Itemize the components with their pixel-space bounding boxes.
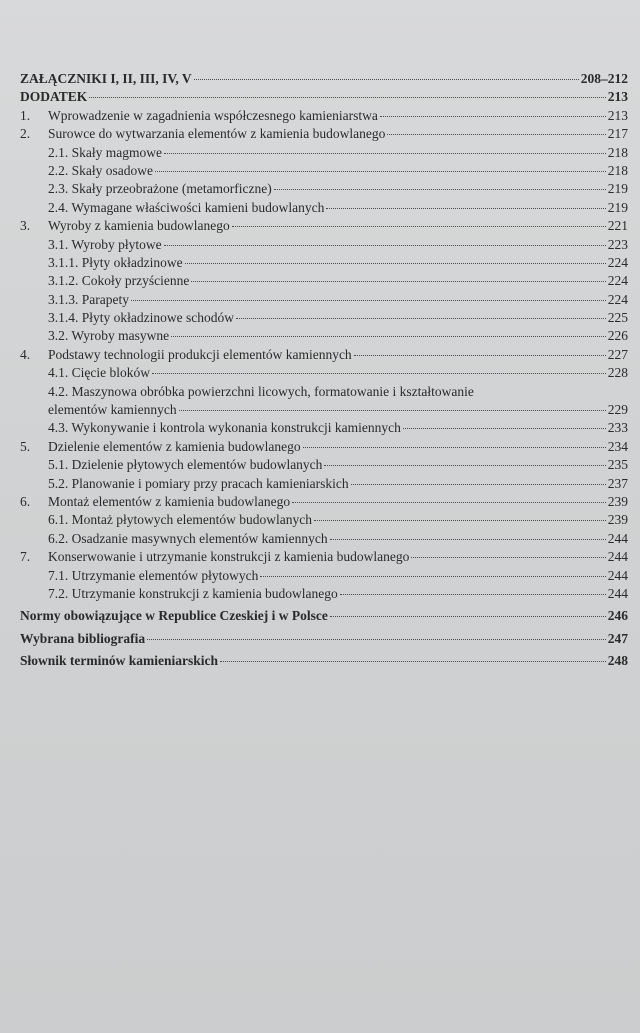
toc-entry-title: Surowce do wytwarzania elementów z kamienia budowlanego <box>48 126 386 142</box>
toc-entry-number: 6. <box>20 493 31 509</box>
toc-subentry-page: 218 <box>607 162 628 178</box>
toc-subentry-page: 218 <box>607 144 628 160</box>
toc-subentry <box>20 254 628 272</box>
toc-subentry-title: 3.1.4. Płyty okładzinowe schodów <box>48 310 234 326</box>
toc-dodatek-title: DODATEK <box>20 89 88 105</box>
toc-entry-page: 217 <box>607 126 628 142</box>
toc-entry-page: 239 <box>607 493 628 509</box>
dot-leader <box>131 300 606 301</box>
toc-subentry <box>20 144 628 162</box>
toc-entry <box>20 107 628 125</box>
dot-leader <box>164 245 606 246</box>
toc-subentry-page: 244 <box>607 585 628 601</box>
toc-back-matter-title: Normy obowiązujące w Republice Czeskiej i w Polsce <box>20 608 328 624</box>
toc-subentry-page: 224 <box>607 273 628 289</box>
toc-subentry-page: 244 <box>607 530 628 546</box>
toc-entry <box>20 493 628 511</box>
toc-entry-title: Montaż elementów z kamienia budowlanego <box>48 493 291 509</box>
toc-subentry <box>20 327 628 345</box>
toc-subentry-title: 3.2. Wyroby masywne <box>48 328 170 344</box>
dot-leader <box>194 79 579 80</box>
toc-subentry-page: 244 <box>607 567 628 583</box>
toc-dodatek-page: 213 <box>607 89 628 105</box>
toc-back-matter <box>20 607 628 625</box>
toc-subentry <box>20 419 628 437</box>
dot-leader <box>179 410 606 411</box>
dot-leader <box>354 355 606 356</box>
toc-subentry <box>20 309 628 327</box>
toc-subentry-title: 6.1. Montaż płytowych elementów budowlanych <box>48 512 312 528</box>
toc-subentry <box>20 567 628 585</box>
toc-subentry-page: 239 <box>607 512 628 528</box>
toc-entry-page: 234 <box>607 438 628 454</box>
dot-leader <box>387 134 605 135</box>
toc-subentry-title: 6.2. Osadzanie masywnych elementów kamiennych <box>48 530 328 546</box>
toc-subentry <box>20 511 628 529</box>
toc-subentry-title: 5.1. Dzielenie płytowych elementów budowlanych <box>48 457 323 473</box>
toc-entry-page: 213 <box>607 107 628 123</box>
dot-leader <box>274 189 606 190</box>
toc-entry <box>20 438 628 456</box>
toc-dodatek <box>20 88 628 106</box>
toc-subentry-page: 219 <box>607 199 628 215</box>
toc-subentry-page: 229 <box>607 402 628 418</box>
toc-entry-title: Konserwowanie i utrzymanie konstrukcji z kamienia budowlanego <box>48 549 410 565</box>
toc-subentry-page: 224 <box>607 291 628 307</box>
toc-subentry <box>20 456 628 474</box>
toc-appendix-title: ZAŁĄCZNIKI I, II, III, IV, V <box>20 71 192 86</box>
dot-leader <box>191 281 605 282</box>
dot-leader <box>164 153 606 154</box>
toc-back-matter-page: 248 <box>607 653 628 669</box>
toc-subentry-page: 233 <box>607 420 628 436</box>
toc-entry <box>20 217 628 235</box>
toc-subentry <box>20 364 628 382</box>
toc-back-matter-title: Słownik terminów kamieniarskich <box>20 653 219 669</box>
toc-back-matter <box>20 652 628 670</box>
toc-subentry-title: 2.4. Wymagane właściwości kamieni budowlanych <box>48 199 325 215</box>
toc-subentry-title: 3.1.2. Cokoły przyścienne <box>48 273 190 289</box>
toc-subentry <box>20 291 628 309</box>
toc-subentry-title: 5.2. Planowanie i pomiary przy pracach kamieniarskich <box>48 475 349 491</box>
toc-entry-number: 3. <box>20 218 31 234</box>
toc-entry <box>20 125 628 143</box>
dot-leader <box>236 318 606 319</box>
toc-back-matter-title: Wybrana bibliografia <box>20 630 146 646</box>
dot-leader <box>303 447 606 448</box>
toc-subentry <box>20 236 628 254</box>
toc-subentry-title: 3.1.3. Parapety <box>48 291 129 307</box>
toc-entry-number: 4. <box>20 346 31 362</box>
toc-subentry-title-line1: 4.2. Maszynowa obróbka powierzchni licowych, formatowanie i kształtowanie <box>48 383 474 399</box>
toc-subentry-title: 2.1. Skały magmowe <box>48 144 162 160</box>
dot-leader <box>351 484 606 485</box>
dot-leader <box>330 539 606 540</box>
toc-subentry-title: 3.1. Wyroby płytowe <box>48 236 162 252</box>
toc-back-matter <box>20 630 628 648</box>
dot-leader <box>324 465 605 466</box>
dot-leader <box>380 116 606 117</box>
toc-entry <box>20 548 628 566</box>
toc-subentry-page: 237 <box>607 475 628 491</box>
toc-subentry <box>20 180 628 198</box>
toc-subentry-title: 2.2. Skały osadowe <box>48 162 153 178</box>
toc-subentry-page: 223 <box>607 236 628 252</box>
toc-entry-page: 227 <box>607 346 628 362</box>
toc-subentry-title: 7.2. Utrzymanie konstrukcji z kamienia budowlanego <box>48 585 338 601</box>
toc-subentry <box>20 585 628 603</box>
toc-entry-number: 2. <box>20 126 31 142</box>
toc-entry-number: 7. <box>20 549 31 565</box>
dot-leader <box>411 557 605 558</box>
toc-subentry-title: 7.1. Utrzymanie elementów płytowych <box>48 567 259 583</box>
table-of-contents <box>20 70 628 671</box>
toc-entry-title: Dzielenie elementów z kamienia budowlanego <box>48 438 301 454</box>
toc-entry-number: 1. <box>20 107 31 123</box>
toc-entry-title: Wyroby z kamienia budowlanego <box>48 218 230 234</box>
toc-entry-title: Wprowadzenie w zagadnienia współczesnego kamieniarstwa <box>48 107 378 123</box>
toc-appendix-page: 208–212 <box>580 71 628 86</box>
dot-leader <box>403 428 606 429</box>
dot-leader <box>314 520 606 521</box>
dot-leader <box>220 661 606 662</box>
toc-subentry-title-line2: elementów kamiennych <box>48 402 177 418</box>
toc-entry-page: 221 <box>607 218 628 234</box>
dot-leader <box>330 616 606 617</box>
dot-leader <box>260 576 605 577</box>
toc-subentry-page: 224 <box>607 254 628 270</box>
toc-subentry <box>20 162 628 180</box>
toc-subentry-page: 226 <box>607 328 628 344</box>
toc-appendix <box>20 70 628 88</box>
toc-entry-page: 244 <box>607 549 628 565</box>
toc-subentry-title: 2.3. Skały przeobrażone (metamorficzne) <box>48 181 272 197</box>
dot-leader <box>89 97 605 98</box>
toc-subentry-page: 219 <box>607 181 628 197</box>
toc-subentry <box>20 530 628 548</box>
toc-entry-title: Podstawy technologii produkcji elementów kamiennych <box>48 346 352 362</box>
dot-leader <box>292 502 606 503</box>
toc-subentry-line1 <box>20 383 628 401</box>
dot-leader <box>155 171 606 172</box>
toc-subentry-line2 <box>20 401 628 419</box>
dot-leader <box>147 639 606 640</box>
dot-leader <box>171 336 606 337</box>
toc-subentry-title: 3.1.1. Płyty okładzinowe <box>48 254 183 270</box>
dot-leader <box>232 226 606 227</box>
toc-back-matter-page: 246 <box>607 608 628 624</box>
toc-subentry-title: 4.3. Wykonywanie i kontrola wykonania konstrukcji kamiennych <box>48 420 401 436</box>
toc-subentry-title: 4.1. Cięcie bloków <box>48 365 150 381</box>
dot-leader <box>326 208 605 209</box>
dot-leader <box>185 263 606 264</box>
toc-subentry <box>20 199 628 217</box>
toc-subentry-page: 225 <box>607 310 628 326</box>
toc-subentry-page: 228 <box>607 365 628 381</box>
dot-leader <box>340 594 606 595</box>
toc-subentry-page: 235 <box>607 457 628 473</box>
dot-leader <box>152 373 606 374</box>
toc-back-matter-page: 247 <box>607 630 628 646</box>
toc-entry <box>20 346 628 364</box>
toc-subentry <box>20 475 628 493</box>
toc-subentry <box>20 272 628 290</box>
toc-entry-number: 5. <box>20 438 31 454</box>
